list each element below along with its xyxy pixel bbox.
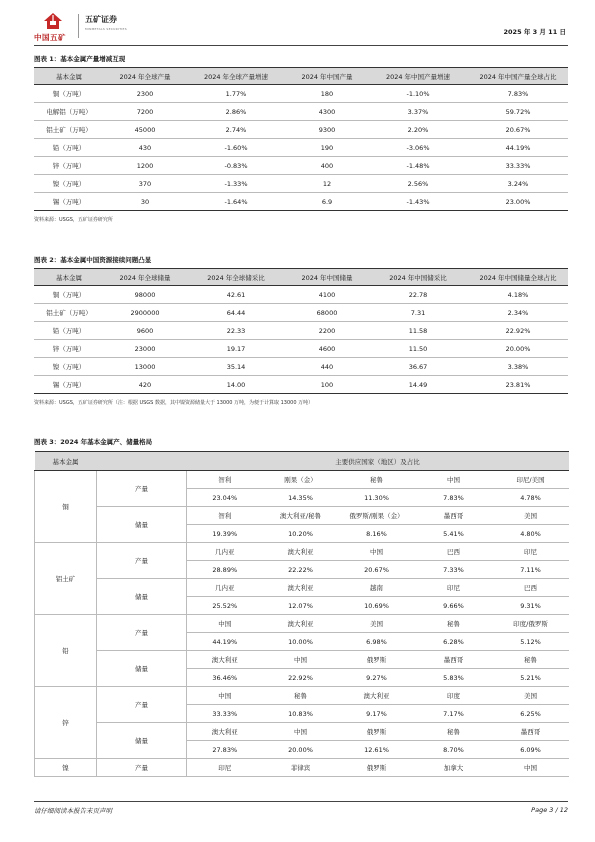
country-cell: 俄罗斯 [339,759,415,777]
share-cell: 10.00% [263,633,339,651]
value-cell: 30 [104,193,186,211]
country-cell: 刚果（金） [263,471,339,489]
share-cell: 8.70% [415,741,493,759]
value-cell: -1.33% [186,175,286,193]
share-cell: 22.22% [263,561,339,579]
country-cell: 印尼 [415,579,493,597]
value-cell: 45000 [104,121,186,139]
country-cell: 澳大利亚 [263,543,339,561]
share-cell: 14.35% [263,489,339,507]
value-cell: -1.48% [368,157,468,175]
country-cell: 澳大利亚 [263,615,339,633]
column-header: 2024 年中国产量增速 [368,68,468,85]
value-cell: 33.33% [468,157,568,175]
logo-divider [78,14,79,38]
category-label: 产量 [97,759,187,777]
country-row [35,759,569,777]
column-header: 2024 年全球储采比 [186,269,286,286]
value-cell: -1.64% [186,193,286,211]
logo-chinese-name: 中国五矿 [34,33,66,42]
country-cell: 秘鲁 [415,615,493,633]
value-cell: 11.58 [368,322,468,340]
value-cell: 2200 [286,322,368,340]
country-cell: 中国 [415,471,493,489]
metal-cell: 锌（万吨） [34,340,104,358]
country-cell: 澳大利亚 [187,651,263,669]
header-main-suppliers: 主要供应国家（地区）及占比 [187,452,569,471]
header-divider [34,45,568,46]
share-cell: 10.83% [263,705,339,723]
metal-cell: 锡（万吨） [34,193,104,211]
share-cell: 36.46% [187,669,263,687]
minmetals-logo-icon [42,12,64,30]
metal-cell: 镍（万吨） [34,358,104,376]
share-cell: 20.00% [263,741,339,759]
value-cell: 22.33 [186,322,286,340]
column-header: 2024 年全球产量 [104,68,186,85]
footer-divider [34,801,568,802]
share-cell: 6.98% [339,633,415,651]
value-cell: 9300 [286,121,368,139]
table-row [34,121,568,139]
country-row [35,651,569,669]
value-cell: 23.00% [468,193,568,211]
country-cell: 印尼 [493,543,569,561]
table-row [34,376,568,394]
value-cell: 20.67% [468,121,568,139]
value-cell: 98000 [104,286,186,304]
metal-cell: 铜（万吨） [34,85,104,103]
category-label: 产量 [97,543,187,579]
country-row [35,687,569,705]
metal-group-label: 铝土矿 [35,543,97,615]
country-cell: 美国 [493,507,569,525]
share-cell: 6.09% [493,741,569,759]
value-cell: 44.19% [468,139,568,157]
country-cell: 秘鲁 [339,471,415,489]
country-cell: 中国 [263,723,339,741]
country-cell: 秘鲁 [493,651,569,669]
category-label: 产量 [97,615,187,651]
table-row [34,157,568,175]
table-header-row [35,452,569,471]
country-cell: 澳大利亚 [339,687,415,705]
value-cell: -1.43% [368,193,468,211]
metal-cell: 铝土矿（万吨） [34,304,104,322]
country-cell: 澳大利亚/秘鲁 [263,507,339,525]
category-label: 储量 [97,579,187,615]
value-cell: 2.74% [186,121,286,139]
column-header: 基本金属 [34,68,104,85]
value-cell: 7.83% [468,85,568,103]
value-cell: 3.37% [368,103,468,121]
share-cell: 5.12% [493,633,569,651]
country-cell: 澳大利亚 [187,723,263,741]
value-cell: 7.31 [368,304,468,322]
table-row [34,304,568,322]
share-cell: 11.30% [339,489,415,507]
share-cell: 33.33% [187,705,263,723]
country-cell: 智利 [187,507,263,525]
figure-3-table [34,451,569,777]
metal-group-label: 镍 [35,759,97,777]
country-cell: 墨西哥 [415,651,493,669]
country-cell: 美国 [493,687,569,705]
value-cell: 42.61 [186,286,286,304]
report-date: 2025 年 3 月 11 日 [503,28,566,36]
country-cell: 俄罗斯 [339,651,415,669]
table-row [34,286,568,304]
value-cell: 11.50 [368,340,468,358]
share-cell: 5.21% [493,669,569,687]
share-cell: 28.89% [187,561,263,579]
country-cell: 墨西哥 [415,507,493,525]
share-cell: 10.69% [339,597,415,615]
value-cell: -0.83% [186,157,286,175]
value-cell: 4300 [286,103,368,121]
country-cell: 印尼 [187,759,263,777]
page-header [34,10,568,42]
value-cell: 2.86% [186,103,286,121]
value-cell: 19.17 [186,340,286,358]
column-header: 2024 年中国储量全球占比 [468,269,568,286]
value-cell: 2900000 [104,304,186,322]
value-cell: 13000 [104,358,186,376]
share-cell: 7.33% [415,561,493,579]
category-label: 储量 [97,507,187,543]
metal-cell: 锡（万吨） [34,376,104,394]
country-row [35,723,569,741]
value-cell: 400 [286,157,368,175]
country-cell: 墨西哥 [493,723,569,741]
figure-2-table [34,268,568,394]
column-header: 2024 年中国储量 [286,269,368,286]
value-cell: 440 [286,358,368,376]
figure-1-title: 图表 1：基本金属产量增减互现 [34,55,126,63]
metal-group-label: 铅 [35,615,97,687]
share-cell: 12.07% [263,597,339,615]
table-row [34,193,568,211]
column-header: 2024 年中国储采比 [368,269,468,286]
value-cell: 420 [104,376,186,394]
metal-cell: 铅（万吨） [34,322,104,340]
page-number: Page 3 / 12 [531,806,568,814]
share-cell: 8.16% [339,525,415,543]
share-cell: 9.17% [339,705,415,723]
column-header: 2024 年全球储量 [104,269,186,286]
value-cell: 2.56% [368,175,468,193]
value-cell: 370 [104,175,186,193]
share-cell: 9.27% [339,669,415,687]
value-cell: 430 [104,139,186,157]
country-cell: 俄罗斯 [339,723,415,741]
share-cell: 20.67% [339,561,415,579]
share-cell: 19.39% [187,525,263,543]
country-cell: 秘鲁 [263,687,339,705]
share-cell: 6.28% [415,633,493,651]
share-cell: 5.41% [415,525,493,543]
footer-disclaimer: 请仔细阅读本报告末页声明 [34,807,112,815]
value-cell: 9600 [104,322,186,340]
category-label: 产量 [97,471,187,507]
value-cell: 23.81% [468,376,568,394]
value-cell: 1200 [104,157,186,175]
value-cell: 2300 [104,85,186,103]
value-cell: 35.14 [186,358,286,376]
metal-group-label: 铜 [35,471,97,543]
value-cell: 12 [286,175,368,193]
share-cell: 4.78% [493,489,569,507]
country-cell: 印度/俄罗斯 [493,615,569,633]
country-cell: 澳大利亚 [263,579,339,597]
value-cell: 2.34% [468,304,568,322]
value-cell: 7200 [104,103,186,121]
category-label: 产量 [97,687,187,723]
header-metal: 基本金属 [35,452,97,471]
column-header: 2024 年中国产量全球占比 [468,68,568,85]
column-header: 2024 年全球产量增速 [186,68,286,85]
table-row [34,85,568,103]
country-cell: 俄罗斯/刚果（金） [339,507,415,525]
country-cell: 中国 [187,687,263,705]
share-cell: 27.83% [187,741,263,759]
metal-cell: 电解铝（万吨） [34,103,104,121]
figure-1-source: 资料来源：USGS，五矿证券研究所 [34,217,113,223]
share-cell: 12.61% [339,741,415,759]
value-cell: 59.72% [468,103,568,121]
share-cell: 7.17% [415,705,493,723]
figure-1-table [34,67,568,211]
value-cell: 180 [286,85,368,103]
value-cell: 2.20% [368,121,468,139]
metal-cell: 铝土矿（万吨） [34,121,104,139]
share-cell: 10.20% [263,525,339,543]
share-cell: 7.83% [415,489,493,507]
country-cell: 美国 [339,615,415,633]
value-cell: 4100 [286,286,368,304]
country-cell: 秘鲁 [415,723,493,741]
country-cell: 菲律宾 [263,759,339,777]
broker-english-name: MINMETALS SECURITIES [85,27,127,31]
country-cell: 几内亚 [187,543,263,561]
value-cell: 6.9 [286,193,368,211]
value-cell: 1.77% [186,85,286,103]
country-row [35,579,569,597]
category-label: 储量 [97,651,187,687]
value-cell: 4.18% [468,286,568,304]
table-header-row [34,68,568,85]
table-header-row [34,269,568,286]
country-row [35,471,569,489]
value-cell: 3.38% [468,358,568,376]
share-cell: 22.92% [263,669,339,687]
column-header: 2024 年中国产量 [286,68,368,85]
table-row [34,358,568,376]
figure-2-source: 资料来源：USGS，五矿证券研究所（注：根据 USGS 数据，其中镍资源储量大于 13000 万吨，为便于计算取 13000 万吨） [34,400,314,406]
share-cell: 7.11% [493,561,569,579]
value-cell: 14.00 [186,376,286,394]
metal-cell: 铅（万吨） [34,139,104,157]
metal-cell: 铜（万吨） [34,286,104,304]
table-row [34,322,568,340]
value-cell: 36.67 [368,358,468,376]
country-row [35,507,569,525]
figure-2-title: 图表 2：基本金属中国资源接续问题凸显 [34,256,152,264]
country-row [35,543,569,561]
broker-name: 五矿证券 [85,15,117,24]
share-cell: 44.19% [187,633,263,651]
table-row [34,175,568,193]
country-row [35,615,569,633]
table-row [34,340,568,358]
country-cell: 中国 [187,615,263,633]
metal-cell: 锌（万吨） [34,157,104,175]
share-cell: 25.52% [187,597,263,615]
value-cell: 190 [286,139,368,157]
figure-3-title: 图表 3：2024 年基本金属产、储量格局 [34,438,153,446]
country-cell: 中国 [339,543,415,561]
column-header: 基本金属 [34,269,104,286]
country-cell: 印度 [415,687,493,705]
country-cell: 加拿大 [415,759,493,777]
value-cell: -1.60% [186,139,286,157]
category-label: 储量 [97,723,187,759]
table-row [34,139,568,157]
share-cell: 4.80% [493,525,569,543]
value-cell: 100 [286,376,368,394]
share-cell: 23.04% [187,489,263,507]
share-cell: 6.25% [493,705,569,723]
value-cell: 64.44 [186,304,286,322]
value-cell: 20.00% [468,340,568,358]
country-cell: 几内亚 [187,579,263,597]
country-cell: 巴西 [415,543,493,561]
country-cell: 智利 [187,471,263,489]
value-cell: 22.78 [368,286,468,304]
value-cell: 3.24% [468,175,568,193]
value-cell: 14.49 [368,376,468,394]
value-cell: -1.10% [368,85,468,103]
country-cell: 巴西 [493,579,569,597]
metal-cell: 镍（万吨） [34,175,104,193]
country-cell: 中国 [493,759,569,777]
share-cell: 5.83% [415,669,493,687]
share-cell: 9.66% [415,597,493,615]
value-cell: 23000 [104,340,186,358]
table-row [34,103,568,121]
metal-group-label: 锌 [35,687,97,759]
value-cell: 68000 [286,304,368,322]
country-cell: 印尼/美国 [493,471,569,489]
value-cell: 4600 [286,340,368,358]
value-cell: 22.92% [468,322,568,340]
country-cell: 越南 [339,579,415,597]
country-cell: 中国 [263,651,339,669]
value-cell: -3.06% [368,139,468,157]
share-cell: 9.31% [493,597,569,615]
